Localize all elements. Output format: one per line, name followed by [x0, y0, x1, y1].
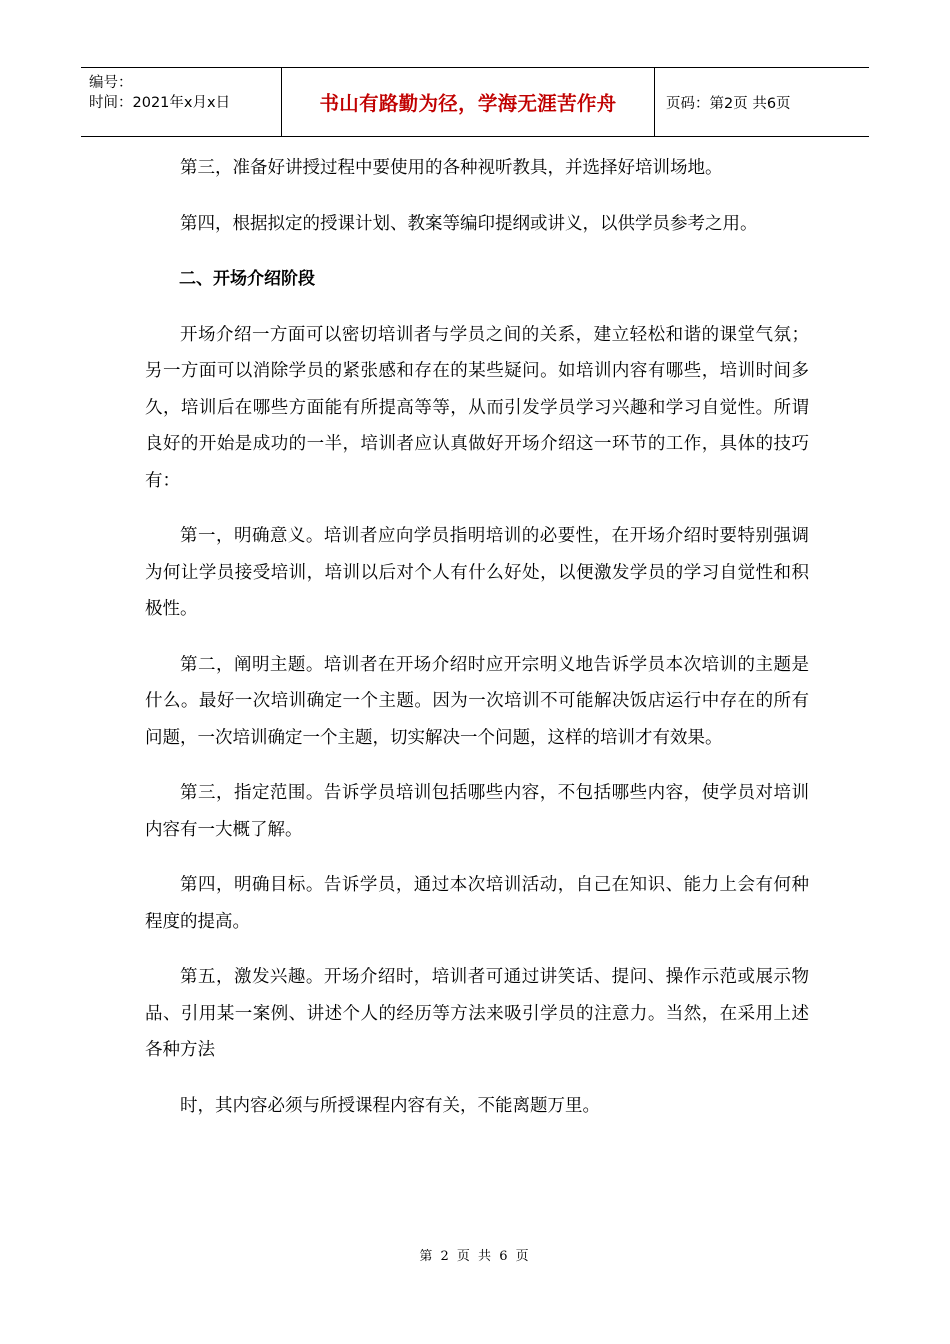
paragraph: 第一，明确意义。培训者应向学员指明培训的必要性，在开场介绍时要特别强调为何让学员接受培训，培训以后对个人有什么好处，以便激发学员的学习自觉性和积极性。	[145, 526, 809, 619]
page-header	[81, 67, 869, 137]
header-page-number: 页码：第2页 共6页	[666, 95, 791, 112]
section-heading: 二、开场介绍阶段	[179, 269, 315, 289]
paragraph: 开场介绍一方面可以密切培训者与学员之间的关系，建立轻松和谐的课堂气氛；另一方面可以消除学员的紧张感和存在的某些疑问。如培训内容有哪些，培训时间多久，培训后在哪些方面能有所提高等等，从而引发学员学习兴趣和学习自觉性。所谓良好的开始是成功的一半，培训者应认真做好开场介绍这一环节的工作，具体的技巧有：	[145, 324, 809, 491]
header-motto: 书山有路勤为径，学海无涯苦作舟	[282, 68, 655, 136]
paragraph: 第二，阐明主题。培训者在开场介绍时应开宗明义地告诉学员本次培训的主题是什么。最好一次培训确定一个主题。因为一次培训不可能解决饭店运行中存在的所有问题，一次培训确定一个主题，切实解决一个问题，这样的培训才有效果。	[145, 654, 809, 748]
paragraph: 时，其内容必须与所授课程内容有关，不能离题万里。	[180, 1095, 600, 1116]
paragraph: 第三，准备好讲授过程中要使用的各种视听教具，并选择好培训场地。	[180, 158, 723, 178]
paragraph: 第四，明确目标。告诉学员，通过本次培训活动，自己在知识、能力上会有何种程度的提高。	[145, 875, 809, 932]
page-footer: 第 2 页 共 6 页	[419, 1249, 531, 1264]
document-body	[145, 150, 809, 1143]
document-date-label: 时间：2021年x月x日	[89, 95, 231, 111]
document-number-label: 编号：	[89, 75, 133, 91]
paragraph: 第五，激发兴趣。开场介绍时，培训者可通过讲笑话、提问、操作示范或展示物品、引用某一案例、讲述个人的经历等方法来吸引学员的注意力。当然，在采用上述各种方法	[145, 967, 809, 1060]
paragraph: 第四，根据拟定的授课计划、教案等编印提纲或讲义，以供学员参考之用。	[180, 213, 758, 234]
paragraph: 第三，指定范围。告诉学员培训包括哪些内容，不包括哪些内容，使学员对培训内容有一大概了解。	[145, 783, 809, 840]
header-meta	[81, 68, 282, 136]
